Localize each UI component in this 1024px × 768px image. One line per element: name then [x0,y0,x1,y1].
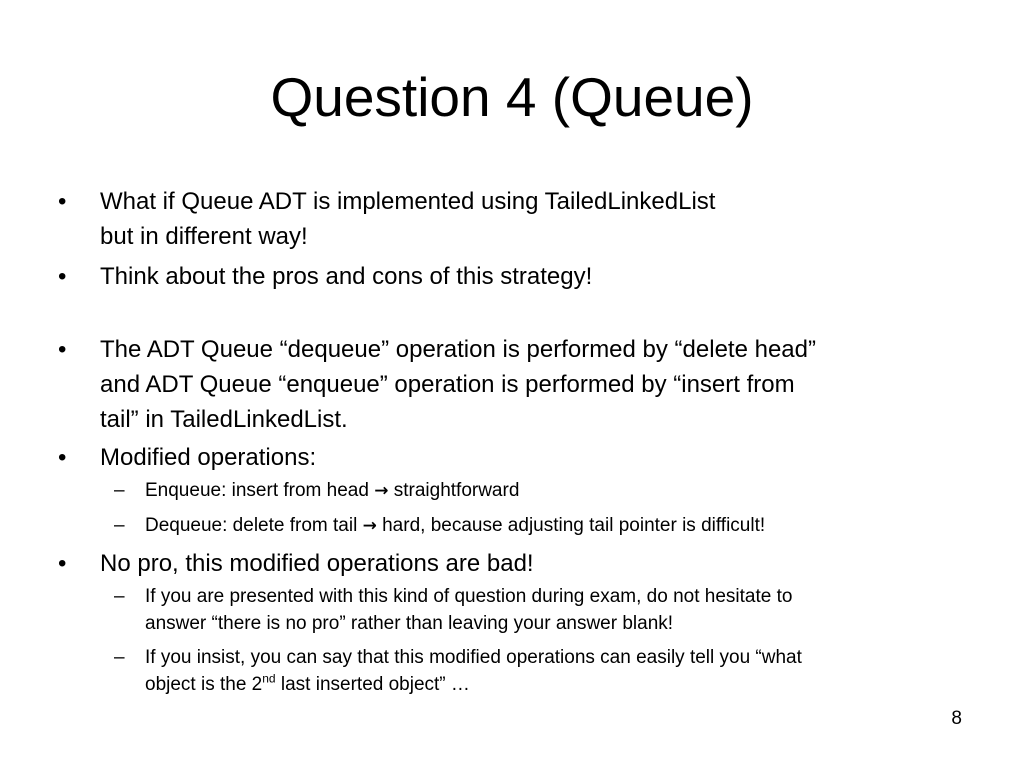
sub-bullet-line: If you insist, you can say that this modified operations can easily tell you “what [145,647,802,668]
bullet-item [58,184,978,254]
bullet-icon: • [58,263,67,290]
sub-bullet-item [58,583,978,637]
bullet-icon: • [58,188,67,215]
sub-bullet-text-after: hard, because adjusting tail pointer is difficult! [382,515,766,536]
bullet-line: What if Queue ADT is implemented using TailedLinkedList [100,188,716,215]
sub-bullet-text [145,477,978,505]
slide-body [58,184,978,698]
bullet-icon: • [58,444,67,471]
bullet-line: The ADT Queue “dequeue” operation is performed by “delete head” [100,336,816,363]
bullet-text [100,259,978,294]
bullet-line: but in different way! [100,223,308,250]
sub-bullet-text-before: Enqueue: insert from head [145,480,369,501]
bullet-icon: • [58,336,67,363]
bullet-line: No pro, this modified operations are bad! [100,550,534,577]
sub-bullet-text-before: Dequeue: delete from tail [145,515,358,536]
bullet-icon: • [58,550,67,577]
slide-number: 8 [951,708,962,729]
bullet-item [58,440,978,475]
bullet-item [58,546,978,581]
sub-bullet-text-after: straightforward [393,480,520,501]
bullet-text [100,440,978,475]
bullet-line: Modified operations: [100,444,317,471]
sub-bullet-item [58,477,978,505]
dash-icon: – [114,515,125,536]
bullet-line: tail” in TailedLinkedList. [100,406,348,433]
bullet-item [58,332,978,437]
sub-bullet-line-end: last inserted object” … [275,674,470,695]
dash-icon: – [114,647,125,668]
arrow-right-icon: → [374,481,389,501]
superscript-nd: nd [262,671,276,686]
sub-bullet-text [145,583,978,637]
bullet-line: and ADT Queue “enqueue” operation is performed by “insert from [100,371,795,398]
sub-bullet-item [58,512,978,540]
bullet-line: Think about the pros and cons of this strategy! [100,263,593,290]
bullet-text [100,184,978,254]
bullet-item [58,259,978,294]
sub-bullet-text [145,644,978,698]
sub-bullet-line: If you are presented with this kind of question during exam, do not hesitate to [145,586,793,607]
bullet-text [100,332,978,437]
slide-title: Question 4 (Queue) [270,66,754,128]
arrow-right-icon: → [362,516,377,536]
sub-bullet-line-start: object is the 2 [145,674,263,695]
sub-bullet-item [58,644,978,698]
sub-bullet-text [145,512,978,540]
bullet-text [100,546,978,581]
sub-bullet-line: answer “there is no pro” rather than leaving your answer blank! [145,613,674,634]
dash-icon: – [114,586,125,607]
dash-icon: – [114,480,125,501]
